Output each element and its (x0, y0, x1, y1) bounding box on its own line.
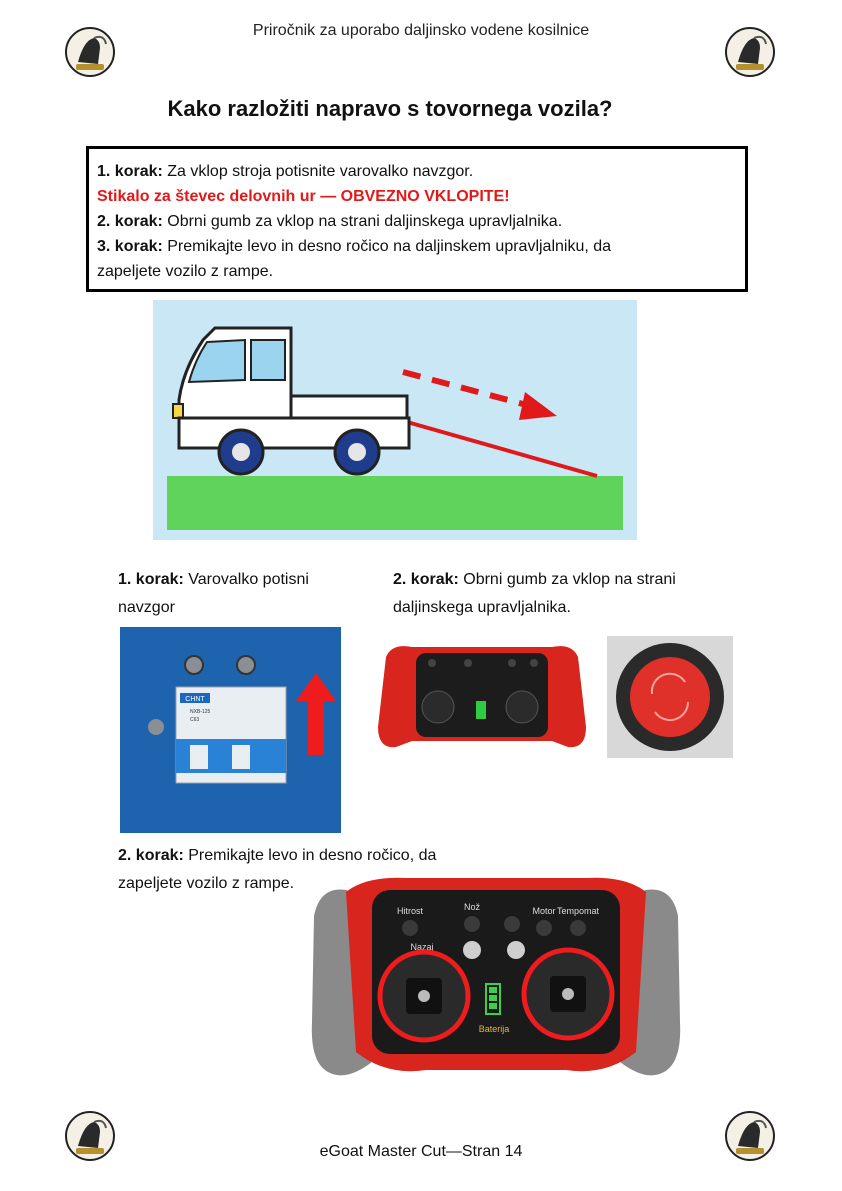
instruction-step-3-cont: zapeljete vozilo z rampe. (97, 263, 274, 280)
caption-step-2: 2. korak: Obrni gumb za vklop na strani daljinskega upravljalnika. (393, 571, 676, 616)
remote-control-photo-large (306, 872, 686, 1086)
remote-label-motor: Motor (532, 906, 556, 916)
instruction-step-2: 2. korak: Obrni gumb za vklop na strani daljinskega upravljalnika. (97, 213, 563, 230)
remote-label-cruise: Tempomat (556, 906, 600, 916)
truck-unloading-illustration (153, 300, 637, 540)
instruction-step-3: 3. korak: Premikajte levo in desno ročico na daljinskem upravljalniku, da (97, 238, 612, 255)
remote-label-back: Nazaj (410, 942, 434, 952)
page-title: Kako razložiti napravo s tovornega vozila? (167, 96, 613, 121)
breaker-brand: CHNT (185, 696, 205, 703)
instruction-box (86, 146, 748, 292)
remote-control-photo-small (372, 637, 592, 757)
document-header: Priročnik za uporabo daljinsko vodene kosilnice (252, 22, 590, 39)
warning-text: Stikalo za števec delovnih ur — OBVEZNO VKLOPITE! (97, 188, 510, 205)
caption-step-3: 2. korak: Premikajte levo in desno ročico, da zapeljete vozilo z rampe. (118, 847, 437, 892)
caption-step-1: 1. korak: Varovalko potisni navzgor (118, 571, 309, 616)
battery-label: Baterija (478, 1024, 510, 1034)
remote-label-blade: Nož (463, 902, 481, 912)
remote-label-speed: Hitrost (396, 906, 424, 916)
instruction-step-1: 1. korak: Za vklop stroja potisnite varovalko navzgor. (97, 163, 474, 180)
breaker-model: NXB-125 (190, 709, 211, 715)
page-footer: eGoat Master Cut—Stran 14 (319, 1143, 523, 1160)
egoat-logo-icon (724, 26, 776, 78)
egoat-logo-icon (64, 26, 116, 78)
power-button-photo (607, 636, 733, 758)
breaker-rating: C63 (190, 717, 200, 723)
circuit-breaker-photo (120, 627, 341, 833)
